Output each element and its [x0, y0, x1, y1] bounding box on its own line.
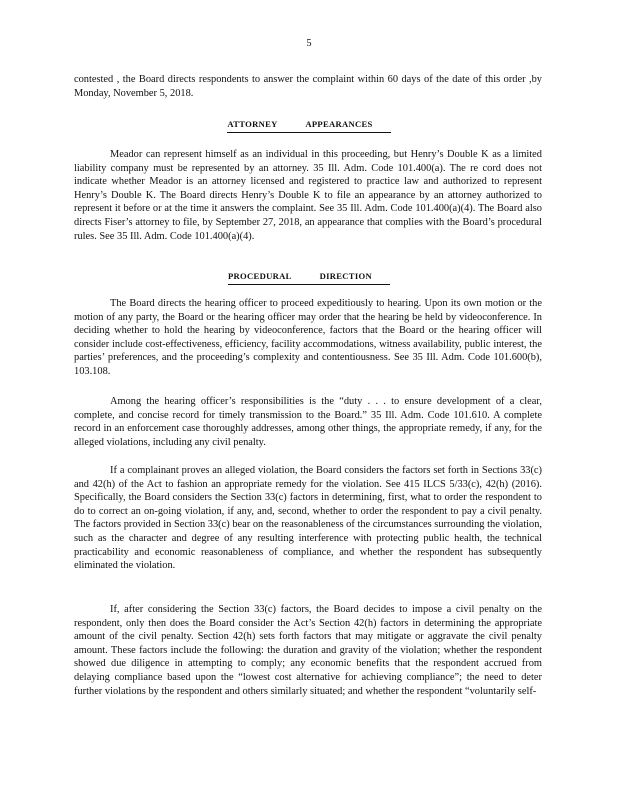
- heading-text: PROCEDURAL DIRECTION: [228, 270, 390, 285]
- section-procedural-direction-p2: [74, 395, 542, 449]
- heading-text: ATTORNEY APPEARANCES: [227, 118, 390, 133]
- section-heading-attorney-appearances: [0, 118, 618, 133]
- page-number: 5: [306, 38, 312, 49]
- paragraph: Meador can represent himself as an individual in this proceeding, but Henry’s Double K as a limited liability company must be represented by an attorney. 35 Ill. Adm. Code 101.400(a). The re cord does not indicate whether Meador is an attorney licensed and registered to practice law and authorized to represent Henry’s Double K. The Board directs Henry’s Double K to file an appearance by an attorney authorized to represent it before or at the time it answers the complaint. See 35 Ill. Adm. Code 101.400(a)(4). The Board also directs Fiser’s attorney to file, by September 27, 2018, an appearance that complies with the Board’s procedural rules. See 35 Ill. Adm. Code 101.400(a)(4).: [74, 149, 542, 242]
- paragraph: Among the hearing officer’s responsibilities is the “duty . . . to ensure development of a clear, complete, and concise record for timely transmission to the Board.” 35 Ill. Adm. Code 101.610. A complete record in an enforcement case thoroughly addresses, among other things, the appropriate remedy, if any, for the alleged violations, including any civil penalty.: [74, 396, 542, 448]
- paragraph: If a complainant proves an alleged violation, the Board considers the factors set forth in Sections 33(c) and 42(h) of the Act to fashion an appropriate remedy for the violation. See 415 ILCS 5/33(c), 42(h) (2016). Specifically, the Board considers the Section 33(c) factors in determining, first, what to order the respondent to do to correct an on-going violation, if any, and, second, whether to order the respondent to pay a civil penalty. The factors provided in Section 33(c) bear on the reasonableness of the circumstances surrounding the violation, such as the character and degree of any resulting interference with protecting public health, the technical practicability and economic reasonableness of compliance, and whether the respondent has subsequently eliminated the violation.: [74, 465, 542, 572]
- intro-text: contested , the Board directs respondents to answer the complaint within 60 days of the date of this order ,by Monday, November 5, 2018.: [74, 74, 542, 99]
- section-procedural-direction-p1: [74, 297, 542, 379]
- paragraph: If, after considering the Section 33(c) factors, the Board decides to impose a civil penalty on the respondent, only then does the Board consider the Act’s Section 42(h) factors in determining the appropriate amount of the civil penalty. Section 42(h) sets forth factors that may mitigate or aggravate the civil penalty amount. These factors include the following: the duration and gravity of the violation; whether the respondent showed due diligence in attempting to comply; any economic benefits that the respondent accrued from delaying compliance based upon the “lowest cost alternative for achieving compliance”; the need to deter further violations by the respondent and others similarly situated; and whether the respondent “voluntarily self-: [74, 604, 542, 697]
- section-attorney-appearances: [74, 148, 542, 243]
- intro-paragraph: [74, 73, 542, 100]
- section-procedural-direction-p3: [74, 464, 542, 573]
- section-heading-procedural-direction: [0, 270, 618, 285]
- paragraph: The Board directs the hearing officer to proceed expeditiously to hearing. Upon its own motion or the motion of any party, the Board or the hearing officer may order that the hearing be held by videoconference. In deciding whether to hold the hearing by videoconference, factors that the Board or the hearing officer will consider include cost-effectiveness, efficiency, facility accommodations, witness availability, public interest, the parties’ preferences, and the proceeding’s complexity and contentiousness. See 35 Ill. Adm. Code 101.600(b), 103.108.: [74, 298, 542, 377]
- section-procedural-direction-p4: [74, 603, 542, 698]
